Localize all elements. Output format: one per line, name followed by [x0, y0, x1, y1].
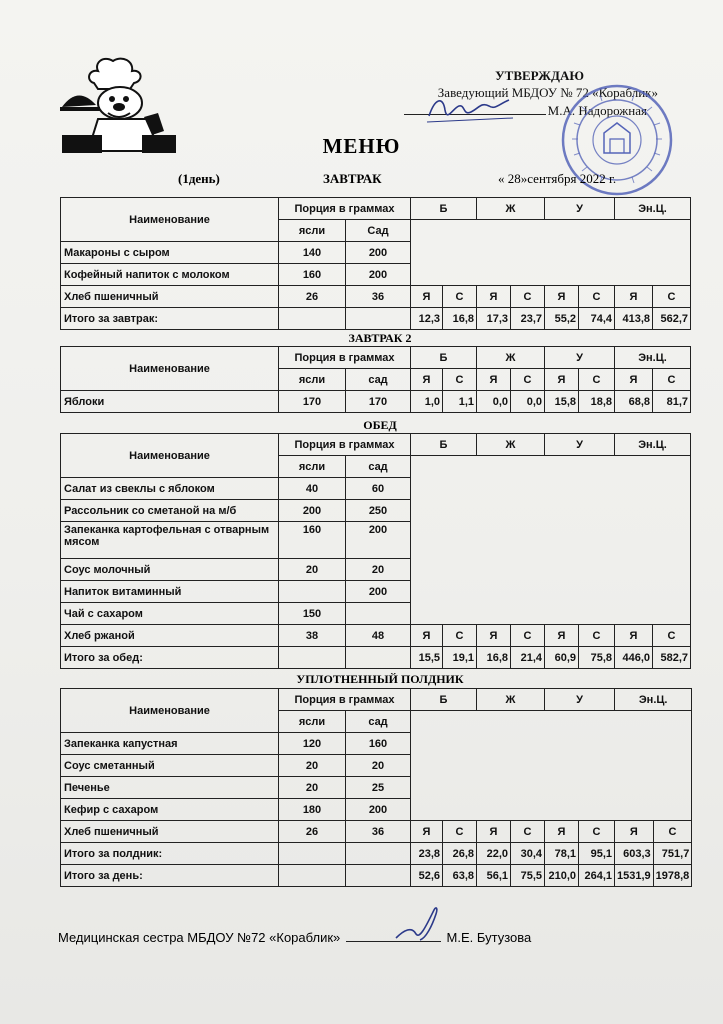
header-u: У — [545, 434, 615, 456]
header-zh: Ж — [477, 198, 545, 220]
total-value: 19,1 — [443, 647, 477, 669]
total-value: 74,4 — [579, 308, 615, 330]
header-yasli: ясли — [279, 456, 346, 478]
breakfast-table — [60, 197, 691, 330]
portion-sad: 20 — [346, 559, 411, 581]
portion-yasli: 120 — [279, 733, 346, 755]
nutrient-value: 1,0 — [411, 391, 443, 413]
col-s: С — [653, 369, 691, 391]
col-s: С — [653, 286, 691, 308]
breakfast2-heading: ЗАВТРАК 2 — [348, 331, 412, 345]
col-ya: Я — [477, 286, 511, 308]
blank-area — [411, 711, 692, 821]
portion-yasli — [279, 581, 346, 603]
dish-name: Напиток витаминный — [61, 581, 279, 603]
total-label: Итого за завтрак: — [61, 308, 279, 330]
col-ya: Я — [477, 369, 511, 391]
dish-name: Хлеб пшеничный — [61, 286, 279, 308]
header-portion: Порция в граммах — [279, 347, 411, 369]
lunch-table — [60, 433, 691, 669]
total-value: 413,8 — [615, 308, 653, 330]
dish-name: Чай с сахаром — [61, 603, 279, 625]
col-ya: Я — [411, 625, 443, 647]
total-value: 12,3 — [411, 308, 443, 330]
dish-name: Макароны с сыром — [61, 242, 279, 264]
director-signature-icon — [425, 88, 515, 128]
header-zh: Ж — [477, 347, 545, 369]
total-value: 16,8 — [477, 647, 511, 669]
header-b: Б — [411, 198, 477, 220]
col-s: С — [579, 369, 615, 391]
header-en: Эн.Ц. — [615, 347, 691, 369]
portion-yasli: 20 — [279, 559, 346, 581]
portion-sad — [346, 603, 411, 625]
portion-sad: 200 — [346, 242, 411, 264]
portion-yasli: 40 — [279, 478, 346, 500]
portion-sad: 48 — [346, 625, 411, 647]
nurse-position: Медицинская сестра МБДОУ №72 «Кораблик» — [58, 930, 341, 945]
total-value: 23,7 — [511, 308, 545, 330]
dish-name: Хлеб ржаной — [61, 625, 279, 647]
lunch-heading: ОБЕД — [363, 418, 397, 432]
header-name: Наименование — [61, 347, 279, 391]
col-s: С — [653, 625, 691, 647]
menu-date: « 28»сентября 2022 г. — [498, 171, 617, 186]
header-name: Наименование — [61, 434, 279, 478]
total-value: 582,7 — [653, 647, 691, 669]
col-s: С — [443, 625, 477, 647]
total-value: 751,7 — [653, 843, 692, 865]
col-s: С — [443, 369, 477, 391]
day-total-value: 52,6 — [411, 865, 443, 887]
col-ya: Я — [615, 369, 653, 391]
nutrient-value: 0,0 — [511, 391, 545, 413]
header-zh: Ж — [477, 434, 545, 456]
portion-sad: 250 — [346, 500, 411, 522]
header-sad: Сад — [346, 220, 411, 242]
blank-area — [411, 220, 691, 286]
day-total-value: 264,1 — [579, 865, 615, 887]
portion-yasli: 170 — [279, 391, 346, 413]
total-value: 30,4 — [511, 843, 545, 865]
approve-position: Заведующий МБДОУ № 72 «Кораблик» — [437, 85, 658, 100]
table-row — [61, 286, 691, 308]
header-sad: сад — [346, 711, 411, 733]
table-row — [61, 625, 691, 647]
col-ya: Я — [615, 286, 653, 308]
dish-name: Яблоки — [61, 391, 279, 413]
header-portion: Порция в граммах — [279, 434, 411, 456]
total-value: 562,7 — [653, 308, 691, 330]
total-row — [61, 308, 691, 330]
portion-sad: 200 — [346, 264, 411, 286]
header-yasli: ясли — [279, 369, 346, 391]
table-row — [61, 821, 692, 843]
day-label: (1день) — [178, 171, 220, 186]
approve-title: УТВЕРЖДАЮ — [495, 68, 584, 83]
col-s: С — [443, 286, 477, 308]
total-value: 446,0 — [615, 647, 653, 669]
col-s: С — [511, 369, 545, 391]
portion-yasli: 20 — [279, 777, 346, 799]
day-total-value: 63,8 — [443, 865, 477, 887]
col-s: С — [511, 821, 545, 843]
header-u: У — [545, 198, 615, 220]
total-value: 17,3 — [477, 308, 511, 330]
table-row — [61, 391, 691, 413]
col-ya: Я — [545, 286, 579, 308]
col-s: С — [579, 821, 615, 843]
portion-sad: 20 — [346, 755, 411, 777]
header-u: У — [545, 689, 615, 711]
day-total-label: Итого за день: — [61, 865, 279, 887]
dish-name: Хлеб пшеничный — [61, 821, 279, 843]
snack-heading: УПЛОТНЕННЫЙ ПОЛДНИК — [296, 672, 464, 686]
total-value: 22,0 — [477, 843, 511, 865]
table-header-row — [61, 689, 692, 711]
dish-name: Кофейный напиток с молоком — [61, 264, 279, 286]
total-value: 15,5 — [411, 647, 443, 669]
portion-yasli: 20 — [279, 755, 346, 777]
day-total-value: 1978,8 — [653, 865, 692, 887]
col-ya: Я — [477, 625, 511, 647]
day-total-value: 210,0 — [545, 865, 579, 887]
day-total-row — [61, 865, 692, 887]
portion-sad: 36 — [346, 286, 411, 308]
total-value: 26,8 — [443, 843, 477, 865]
dish-name: Соус сметанный — [61, 755, 279, 777]
header-yasli: ясли — [279, 220, 346, 242]
dish-name: Запеканка картофельная с отварным мясом — [61, 522, 279, 559]
header-zh: Ж — [477, 689, 545, 711]
header-portion: Порция в граммах — [279, 198, 411, 220]
col-s: С — [511, 625, 545, 647]
col-ya: Я — [477, 821, 511, 843]
header-u: У — [545, 347, 615, 369]
col-ya: Я — [411, 821, 443, 843]
portion-sad: 170 — [346, 391, 411, 413]
col-ya: Я — [411, 369, 443, 391]
portion-yasli: 140 — [279, 242, 346, 264]
nutrient-value: 15,8 — [545, 391, 579, 413]
total-label: Итого за полдник: — [61, 843, 279, 865]
col-ya: Я — [615, 625, 653, 647]
portion-yasli: 26 — [279, 286, 346, 308]
col-ya: Я — [411, 286, 443, 308]
dish-name: Рассольник со сметаной на м/б — [61, 500, 279, 522]
breakfast-heading: ЗАВТРАК — [323, 171, 382, 186]
table-header-row — [61, 434, 691, 456]
col-s: С — [511, 286, 545, 308]
total-value: 75,8 — [579, 647, 615, 669]
day-total-value: 75,5 — [511, 865, 545, 887]
portion-sad: 200 — [346, 522, 411, 559]
total-value: 55,2 — [545, 308, 579, 330]
portion-sad: 160 — [346, 733, 411, 755]
portion-yasli: 160 — [279, 522, 346, 559]
dish-name: Салат из свеклы с яблоком — [61, 478, 279, 500]
breakfast2-table — [60, 346, 691, 413]
header-yasli: ясли — [279, 711, 346, 733]
header-b: Б — [411, 689, 477, 711]
day-total-value: 56,1 — [477, 865, 511, 887]
nutrient-value: 18,8 — [579, 391, 615, 413]
portion-sad: 60 — [346, 478, 411, 500]
header-sad: сад — [346, 456, 411, 478]
header-portion: Порция в граммах — [279, 689, 411, 711]
nutrient-value: 81,7 — [653, 391, 691, 413]
portion-yasli: 200 — [279, 500, 346, 522]
table-header-row — [61, 347, 691, 369]
total-value: 21,4 — [511, 647, 545, 669]
dish-name: Запеканка капустная — [61, 733, 279, 755]
header-en: Эн.Ц. — [615, 689, 692, 711]
portion-yasli: 160 — [279, 264, 346, 286]
total-value: 16,8 — [443, 308, 477, 330]
dish-name: Соус молочный — [61, 559, 279, 581]
portion-yasli: 180 — [279, 799, 346, 821]
total-row — [61, 647, 691, 669]
header-b: Б — [411, 434, 477, 456]
approve-name: М.А. Надорожная — [547, 103, 647, 118]
portion-sad: 25 — [346, 777, 411, 799]
total-value: 78,1 — [545, 843, 579, 865]
col-ya: Я — [545, 625, 579, 647]
total-row — [61, 843, 692, 865]
header-en: Эн.Ц. — [615, 434, 691, 456]
header-b: Б — [411, 347, 477, 369]
footer — [58, 930, 531, 945]
portion-sad: 36 — [346, 821, 411, 843]
total-label: Итого за обед: — [61, 647, 279, 669]
col-ya: Я — [545, 369, 579, 391]
total-value: 23,8 — [411, 843, 443, 865]
portion-yasli: 38 — [279, 625, 346, 647]
nurse-name: М.Е. Бутузова — [446, 930, 532, 945]
portion-sad: 200 — [346, 581, 411, 603]
total-value: 95,1 — [579, 843, 615, 865]
nutrient-value: 68,8 — [615, 391, 653, 413]
portion-yasli: 150 — [279, 603, 346, 625]
nutrient-value: 1,1 — [443, 391, 477, 413]
col-ya: Я — [615, 821, 654, 843]
header-en: Эн.Ц. — [615, 198, 691, 220]
col-s: С — [579, 625, 615, 647]
day-total-value: 1531,9 — [615, 865, 654, 887]
total-value: 603,3 — [615, 843, 654, 865]
table-header-row — [61, 198, 691, 220]
portion-yasli: 26 — [279, 821, 346, 843]
dish-name: Печенье — [61, 777, 279, 799]
col-s: С — [443, 821, 477, 843]
nutrient-value: 0,0 — [477, 391, 511, 413]
header-sad: сад — [346, 369, 411, 391]
dish-name: Кефир с сахаром — [61, 799, 279, 821]
nurse-signature-icon — [390, 900, 450, 945]
col-s: С — [579, 286, 615, 308]
snack-table — [60, 688, 692, 887]
header-name: Наименование — [61, 689, 279, 733]
col-ya: Я — [545, 821, 579, 843]
total-value: 60,9 — [545, 647, 579, 669]
header-name: Наименование — [61, 198, 279, 242]
col-s: С — [653, 821, 692, 843]
blank-area — [411, 456, 691, 625]
portion-sad: 200 — [346, 799, 411, 821]
menu-title: МЕНЮ — [322, 134, 401, 158]
